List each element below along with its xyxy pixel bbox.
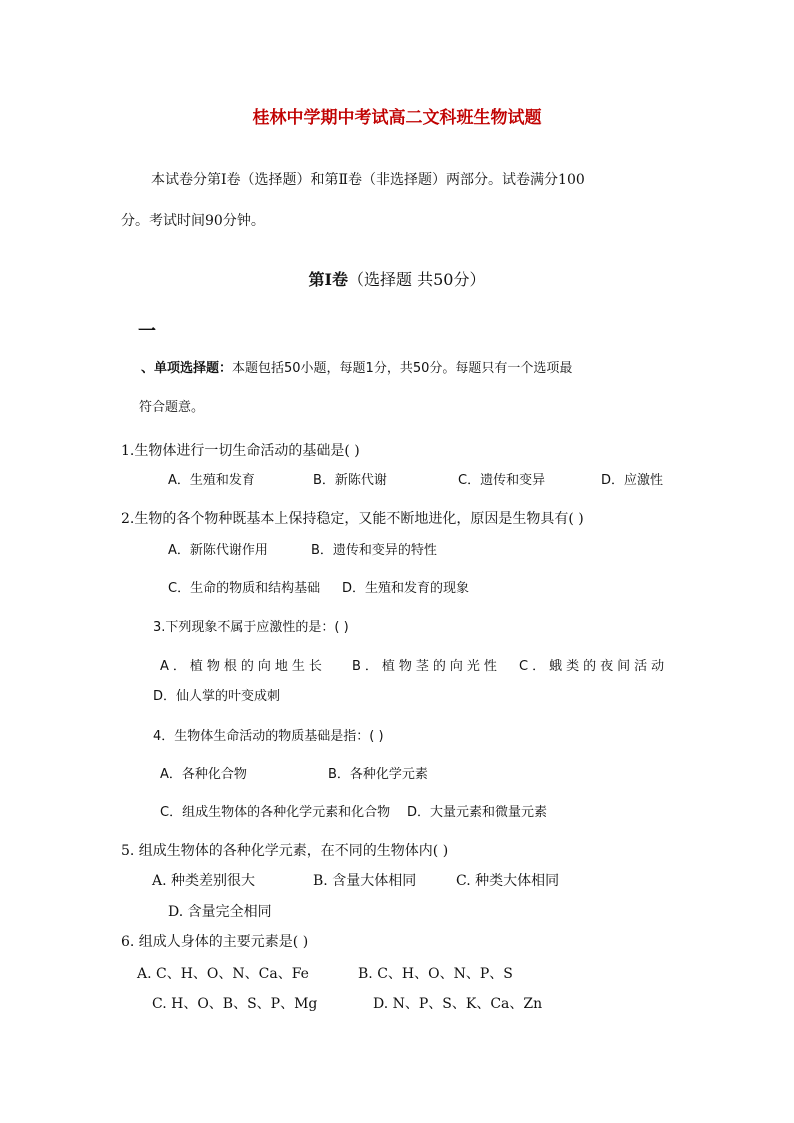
question-3-option-d: D．仙人掌的叶变成刺 xyxy=(153,689,281,704)
question-4-stem: 4．生物体生命活动的物质基础是指：( ) xyxy=(153,729,384,744)
question-1-option-a: A．生殖和发育 xyxy=(168,473,255,488)
part-instructions xyxy=(141,358,572,379)
question-2-option-b: B．遗传和变异的特性 xyxy=(311,543,437,558)
part-text-continued: 符合题意。 xyxy=(139,400,205,415)
section-heading-bold: 第Ⅰ卷 xyxy=(308,270,349,289)
question-4-option-d: D．大量元素和微量元素 xyxy=(407,805,548,820)
question-4-option-a: A．各种化合物 xyxy=(160,767,247,782)
question-5-option-b: B. 含量大体相同 xyxy=(313,873,417,889)
question-2-option-c: C．生命的物质和结构基础 xyxy=(168,581,321,596)
question-1-option-b: B．新陈代谢 xyxy=(313,473,387,488)
question-6-option-a: A. C、H、O、N、Ca、Fe xyxy=(137,966,309,982)
intro-line-2: 分。考试时间90分钟。 xyxy=(121,213,265,229)
question-2-stem: 2.生物的各个物种既基本上保持稳定，又能不断地进化，原因是生物具有( ) xyxy=(121,511,584,527)
question-5-stem: 5. 组成生物体的各种化学元素，在不同的生物体内( ) xyxy=(121,843,449,859)
question-4-option-b: B．各种化学元素 xyxy=(328,767,428,782)
question-3-option-a: A．植物根的向地生长 xyxy=(160,659,326,674)
question-1-option-d: D．应激性 xyxy=(601,473,664,488)
question-6-option-c: C. H、O、B、S、P、Mg xyxy=(152,996,318,1012)
question-5-option-a: A. 种类差别很大 xyxy=(152,873,256,889)
section-heading xyxy=(0,270,794,290)
question-6-option-d: D. N、P、S、K、Ca、Zn xyxy=(373,996,543,1012)
question-5-option-d: D. 含量完全相同 xyxy=(168,904,272,920)
question-5-option-c: C. 种类大体相同 xyxy=(456,873,560,889)
part-text: 本题包括50小题，每题1分，共50分。每题只有一个选项最 xyxy=(232,361,573,376)
question-4-option-c: C．组成生物体的各种化学元素和化合物 xyxy=(160,805,391,820)
question-3-option-c: C．蛾类的夜间活动 xyxy=(519,659,669,674)
question-1-option-c: C．遗传和变异 xyxy=(458,473,546,488)
question-3-stem: 3.下列现象不属于应激性的是：( ) xyxy=(153,620,349,635)
exam-title: 桂林中学期中考试高二文科班生物试题 xyxy=(252,108,542,128)
intro-line-1: 本试卷分第Ⅰ卷（选择题）和第Ⅱ卷（非选择题）两部分。试卷满分100 xyxy=(151,172,585,188)
question-3-option-b: B．植物茎的向光性 xyxy=(352,659,501,674)
question-1-stem: 1.生物体进行一切生命活动的基础是( ) xyxy=(121,443,360,459)
part-label: 、单项选择题： xyxy=(141,361,233,376)
question-6-stem: 6. 组成人身体的主要元素是( ) xyxy=(121,934,309,950)
part-number: 一 xyxy=(138,321,156,342)
question-2-option-d: D．生殖和发育的现象 xyxy=(342,581,470,596)
section-heading-rest: （选择题 共50分） xyxy=(348,270,486,289)
question-2-option-a: A．新陈代谢作用 xyxy=(168,543,268,558)
question-6-option-b: B. C、H、O、N、P、S xyxy=(358,966,513,982)
